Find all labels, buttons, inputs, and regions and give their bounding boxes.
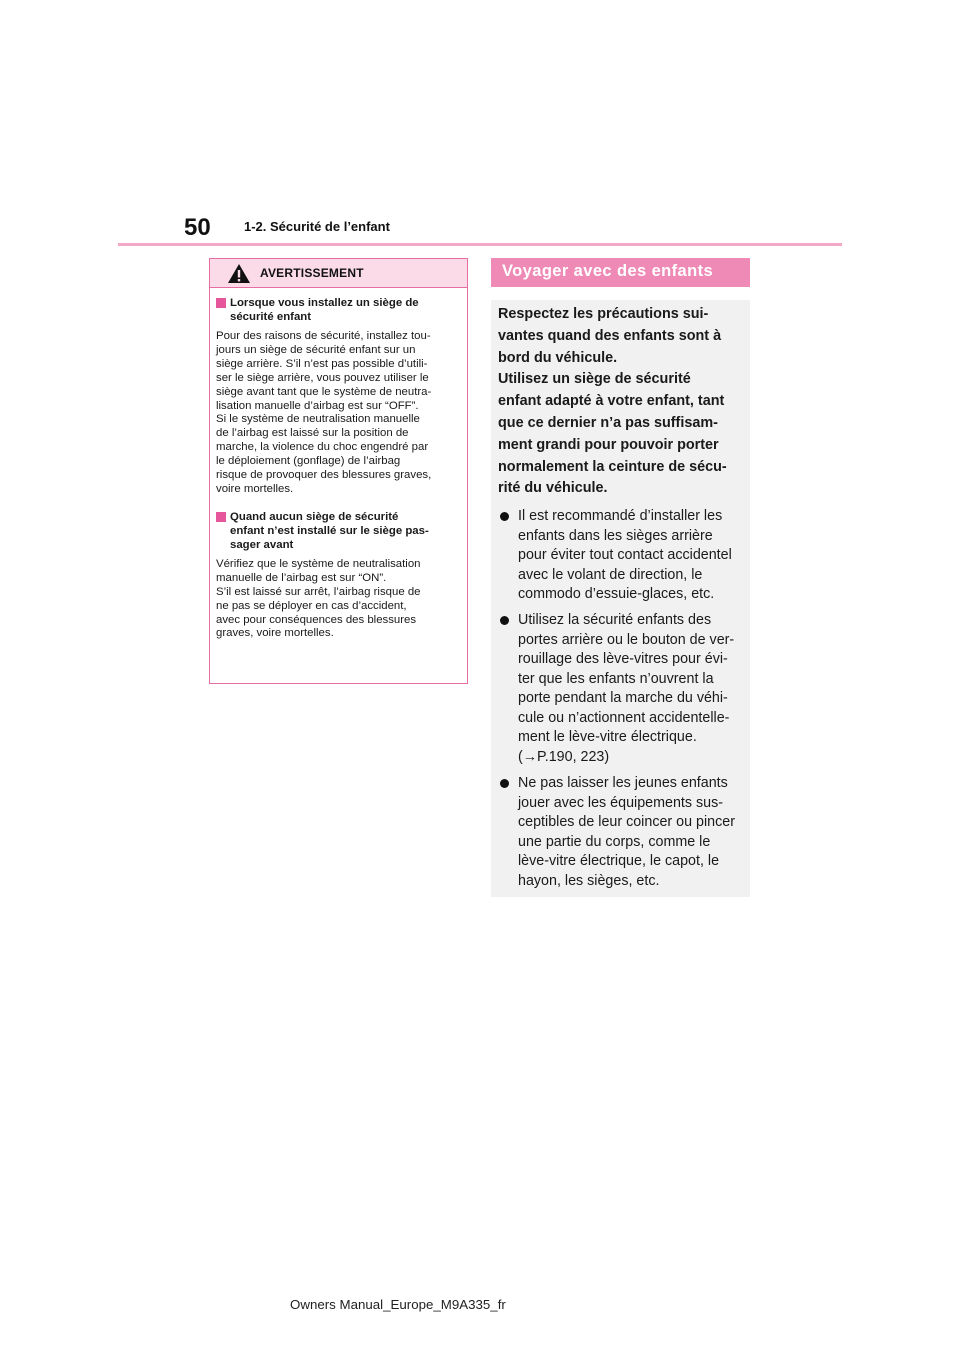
warning-paragraph-1: Pour des raisons de sécurité, installez tou- jours un siège de sécurité enfant sur un siège arrière. S’il n’est pas possible d’utili- ser le siège arrière, vous pouvez utiliser le siège avant tant que le système de neutra- lisation manuelle d’airbag est sur “OFF”. Si le système de neutralisation manuelle de l’airbag est laissé sur la position de marche, la violence du choc engendré par le déploiement (gonflage) de l’airbag risque de provoquer des blessures graves, voire mortelles. xyxy=(216,330,432,495)
warning-heading-2: Quand aucun siège de sécurité enfant n’est installé sur le siège pas- sager avant xyxy=(216,510,458,552)
square-bullet-icon xyxy=(216,298,226,308)
warning-header xyxy=(210,259,467,288)
warning-label: AVERTISSEMENT xyxy=(260,266,364,280)
footer-text: Owners Manual_Europe_M9A335_fr xyxy=(290,1297,506,1312)
header-rule xyxy=(118,243,842,246)
warning-paragraph-2: Vérifiez que le système de neutralisation manuelle de l’airbag est sur “ON”. S’il est laissé sur arrêt, l’airbag risque de ne pas se déployer en cas d’accident, avec pour conséquences des blessures graves, voire mortelles. xyxy=(216,557,421,640)
warning-triangle-icon xyxy=(227,263,251,284)
section-banner-title: Voyager avec des enfants xyxy=(502,262,714,280)
square-bullet-icon xyxy=(216,512,226,522)
warning-box xyxy=(209,258,468,684)
warning-heading-1: Lorsque vous installez un siège de sécurité enfant xyxy=(216,296,458,324)
bullet-dot-icon xyxy=(500,512,509,521)
bullet-item: Utilisez la sécurité enfants des portes arrière ou le bouton de ver- rouillage des lève-vitres pour évi- ter que les enfants n’ouvrent la porte pendant la marche du véhi- cule ou n’actionnent accidentelle- ment le lève-vitre électrique. (→P.190, 223) xyxy=(500,611,745,767)
section-banner xyxy=(491,258,750,287)
bullet-dot-icon xyxy=(500,616,509,625)
page-number: 50 xyxy=(184,214,211,241)
bullet-item: Ne pas laisser les jeunes enfants jouer avec les équipements sus- ceptibles de leur coincer ou pincer une partie du corps, comme le lève-vitre électrique, le capot, le hayon, les sièges, etc. xyxy=(500,774,745,891)
section-intro: Respectez les précautions sui- vantes quand des enfants sont à bord du véhicule. Utilisez un siège de sécurité enfant adapté à votre enfant, tant que ce dernier n’a pas suffisam- ment grandi pour pouvoir porter normalement la ceinture de sécu- rité du véhicule. xyxy=(498,306,727,497)
section-title: 1-2. Sécurité de l’enfant xyxy=(244,219,390,234)
bullet-item: Il est recommandé d’installer les enfants dans les sièges arrière pour éviter tout contact accidentel avec le volant de direction, le commodo d’essuie-glaces, etc. xyxy=(500,507,745,605)
bullet-dot-icon xyxy=(500,779,509,788)
